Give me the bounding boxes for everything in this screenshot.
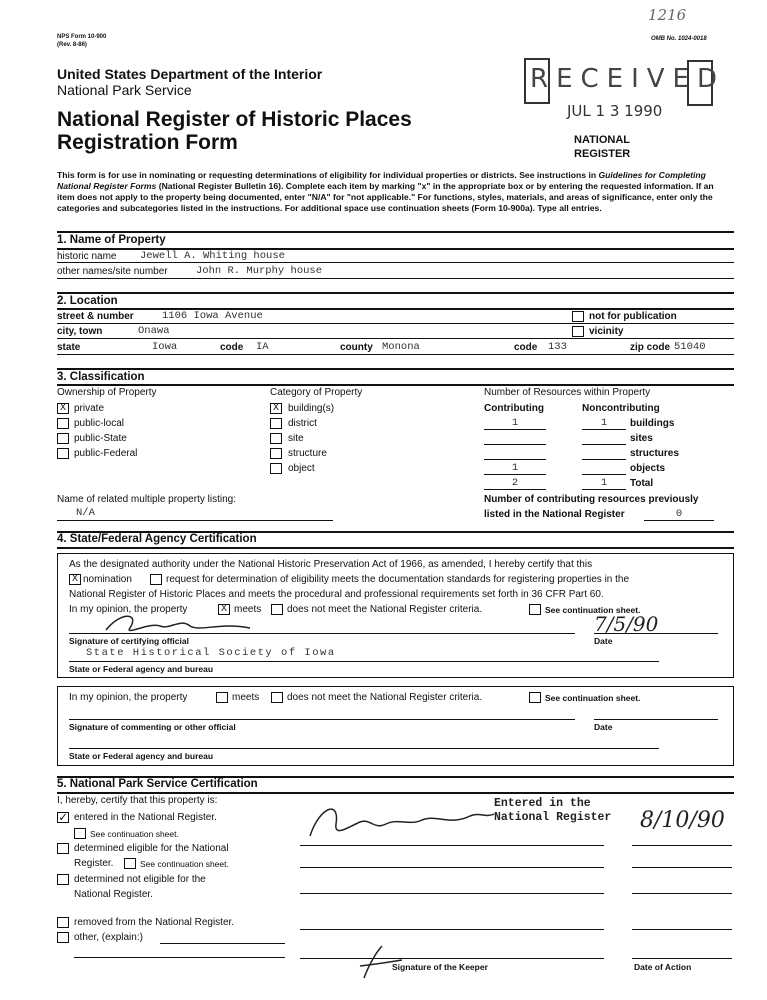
form-number: NPS Form 10-900 <box>57 34 107 40</box>
opinion2-meets-checkbox[interactable] <box>216 692 228 703</box>
determined-eligible-checkbox[interactable] <box>57 843 69 854</box>
agency-name: United States Department of the Interior <box>57 66 323 82</box>
other-names-value: John R. Murphy house <box>196 265 323 277</box>
determined-eligible-label1: determined eligible for the National <box>74 843 229 854</box>
entered-continuation-label: See continuation sheet. <box>90 829 179 839</box>
opinion-prefix: In my opinion, the property <box>69 604 188 615</box>
ownership-public-local-checkbox[interactable] <box>57 418 69 429</box>
resources-header: Number of Resources within Property <box>484 387 651 398</box>
resource-objects-label: objects <box>630 463 666 474</box>
keeper-signature <box>300 796 500 846</box>
category-header: Category of Property <box>270 387 363 398</box>
stamp-national: NATIONAL <box>574 134 631 146</box>
agency2-bureau-label: State or Federal agency and bureau <box>69 751 214 761</box>
category-district-label: district <box>288 418 317 429</box>
category-district-checkbox[interactable] <box>270 418 282 429</box>
nomination-label: nomination <box>83 574 132 585</box>
ownership-public-state-label: public-State <box>74 433 127 444</box>
resource-total-label: Total <box>630 478 654 489</box>
removed-label: removed from the National Register. <box>74 917 235 928</box>
form-title-line1: National Register of Historic Places <box>57 108 412 131</box>
vicinity-checkbox[interactable] <box>572 326 584 337</box>
instructions-paragraph: This form is for use in nominating or requesting determinations of eligibility for individual properties or districts. See instructions in Guidelines for Completing National Register Forms (National Register Bulletin 16). Complete each item by marking "x" in the appropriate box or by entering the requested information. If an item does not apply to the property being documented, enter "N/A" for "not applicable." For functions, styles, materials, and areas of significance, enter only the categories and subcategories listed in the instructions. For additional space use continuation sheets (Form 10-900a). Type all entries. <box>57 170 714 213</box>
opinion2-does-not-meet-label: does not meet the National Register criteria. <box>287 692 483 703</box>
see-continuation-label-1: See continuation sheet. <box>545 605 641 615</box>
request-determination-checkbox[interactable] <box>150 574 162 585</box>
does-not-meet-label: does not meet the National Register criteria. <box>287 604 483 615</box>
date-of-action-label: Date of Action <box>634 962 692 972</box>
certification-line3: National Register of Historic Places and meets the procedural and professional requirements set forth in 36 CFR Part 60. <box>69 589 604 600</box>
commenting-date-label: Date <box>594 722 613 732</box>
section5-title: 5. National Park Service Certification <box>57 778 258 790</box>
eligible-continuation-label: See continuation sheet. <box>140 859 229 869</box>
entered-continuation-checkbox[interactable] <box>74 828 86 839</box>
meets-label: meets <box>234 604 262 615</box>
resource-sites-label: sites <box>630 433 653 444</box>
city-value: Onawa <box>138 325 170 337</box>
historic-name-label: historic name <box>57 251 117 262</box>
category-buildings-checkbox[interactable]: X <box>270 403 282 414</box>
does-not-meet-checkbox[interactable] <box>271 604 283 615</box>
contributing-objects: 1 <box>511 462 519 474</box>
multiple-listing-label: Name of related multiple property listing: <box>57 494 236 505</box>
certification-date-value: 7/5/90 <box>594 612 659 636</box>
not-eligible-label1: determined not eligible for the <box>74 874 206 885</box>
see-continuation-checkbox-1[interactable] <box>529 604 541 615</box>
state-code-value: IA <box>256 341 269 353</box>
county-label: county <box>340 342 373 353</box>
form-revision: (Rev. 8-86) <box>57 42 87 48</box>
not-eligible-label2: National Register. <box>74 889 153 900</box>
commenting-signature-label: Signature of commenting or other official <box>69 722 236 732</box>
certification-date-label: Date <box>594 636 613 646</box>
zip-label: zip code <box>630 342 671 353</box>
form-title-line2: Registration Form <box>57 131 238 154</box>
state-code-label: code <box>220 342 244 353</box>
service-name: National Park Service <box>57 82 192 98</box>
noncontributing-header: Noncontributing <box>582 403 660 414</box>
certify-label: I, hereby, certify that this property is: <box>57 795 218 806</box>
contributing-total: 2 <box>511 477 519 489</box>
not-eligible-checkbox[interactable] <box>57 874 69 885</box>
section3-title: 3. Classification <box>57 371 145 383</box>
action-date-value: 8/10/90 <box>640 808 725 833</box>
previously-listed-value: 0 <box>675 508 683 520</box>
street-label: street & number <box>57 311 134 322</box>
entered-stamp-line2: National Register <box>494 811 612 824</box>
nomination-checkbox[interactable]: X <box>69 574 81 585</box>
entered-label: entered in the National Register. <box>74 812 217 823</box>
stamp-date: JUL 1 3 1990 <box>567 102 663 120</box>
state-value: Iowa <box>152 341 178 353</box>
determined-eligible-label2: Register. <box>74 858 114 869</box>
eligible-continuation-checkbox[interactable] <box>124 858 136 869</box>
opinion2-prefix: In my opinion, the property <box>69 692 188 703</box>
keeper-signature-label: Signature of the Keeper <box>392 962 488 972</box>
meets-checkbox[interactable]: X <box>218 604 230 615</box>
certification-line1: As the designated authority under the National Historic Preservation Act of 1966, as amended, I hereby certify that this <box>69 559 593 570</box>
ownership-private-checkbox[interactable]: X <box>57 403 69 414</box>
ownership-private-label: private <box>74 403 105 414</box>
resource-buildings-label: buildings <box>630 418 675 429</box>
previously-listed-label1: Number of contributing resources previously <box>484 494 699 505</box>
section1-title: 1. Name of Property <box>57 234 166 246</box>
multiple-listing-value: N/A <box>76 507 95 519</box>
signature-certifying-label: Signature of certifying official <box>69 636 189 646</box>
not-for-publication-label: not for publication <box>589 311 677 322</box>
category-structure-checkbox[interactable] <box>270 448 282 459</box>
see-continuation-checkbox-2[interactable] <box>529 692 541 703</box>
removed-checkbox[interactable] <box>57 917 69 928</box>
section2-title: 2. Location <box>57 295 118 307</box>
contributing-buildings: 1 <box>511 417 519 429</box>
ownership-public-local-label: public-local <box>74 418 125 429</box>
category-site-label: site <box>288 433 304 444</box>
not-for-publication-checkbox[interactable] <box>572 311 584 322</box>
street-value: 1106 Iowa Avenue <box>162 310 263 322</box>
category-object-checkbox[interactable] <box>270 463 282 474</box>
vicinity-label: vicinity <box>589 326 624 337</box>
other-names-label: other names/site number <box>57 266 168 277</box>
received-stamp: RECEIVED <box>524 58 714 108</box>
category-site-checkbox[interactable] <box>270 433 282 444</box>
stamp-register: REGISTER <box>574 148 631 160</box>
county-code-value: 133 <box>548 341 567 353</box>
certification-line2: request for determination of eligibility meets the documentation standards for registering properties in the <box>166 574 630 585</box>
category-buildings-label: building(s) <box>288 403 335 414</box>
omb-number: OMB No. 1024-0018 <box>651 36 707 42</box>
see-continuation-label-2: See continuation sheet. <box>545 693 641 703</box>
agency-value: State Historical Society of Iowa <box>86 647 336 659</box>
opinion2-does-not-meet-checkbox[interactable] <box>271 692 283 703</box>
entered-checkbox[interactable]: ✓ <box>57 812 69 823</box>
ownership-header: Ownership of Property <box>57 387 157 398</box>
resource-structures-label: structures <box>630 448 679 459</box>
other-label: other, (explain:) <box>74 932 143 943</box>
historic-name-value: Jewell A. Whiting house <box>140 250 285 262</box>
noncontributing-total: 1 <box>600 477 608 489</box>
opinion2-meets-label: meets <box>232 692 260 703</box>
handwritten-number: 1216 <box>648 6 687 24</box>
section4-title: 4. State/Federal Agency Certification <box>57 533 257 545</box>
other-checkbox[interactable] <box>57 932 69 943</box>
noncontributing-buildings: 1 <box>600 417 608 429</box>
contributing-header: Contributing <box>484 403 544 414</box>
category-object-label: object <box>288 463 315 474</box>
county-value: Monona <box>382 341 420 353</box>
ownership-public-federal-label: public-Federal <box>74 448 138 459</box>
category-structure-label: structure <box>288 448 327 459</box>
ownership-public-state-checkbox[interactable] <box>57 433 69 444</box>
previously-listed-label2: listed in the National Register <box>484 509 625 520</box>
county-code-label: code <box>514 342 538 353</box>
entered-stamp-line1: Entered in the <box>494 797 591 810</box>
agency-bureau-label: State or Federal agency and bureau <box>69 664 214 674</box>
city-label: city, town <box>57 326 103 337</box>
zip-value: 51040 <box>674 341 706 353</box>
state-label: state <box>57 342 81 353</box>
ownership-public-federal-checkbox[interactable] <box>57 448 69 459</box>
